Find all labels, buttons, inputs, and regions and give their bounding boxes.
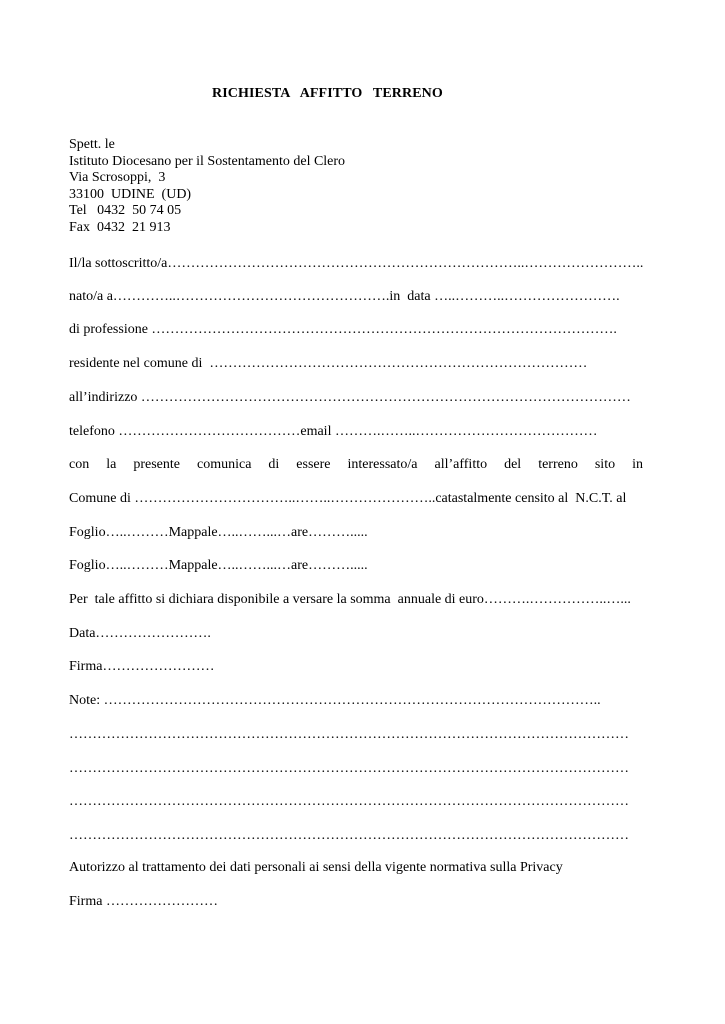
field-firma-2: Firma ……………………	[69, 894, 218, 909]
note-line: …………………………………………………………………………………………………………	[69, 727, 629, 742]
word: sito	[594, 457, 616, 472]
recipient-line: Spett. le	[69, 137, 115, 152]
field-data: Data…………………….	[69, 626, 211, 641]
word: la	[106, 457, 117, 472]
word: comunica	[196, 457, 252, 472]
field-residente: residente nel comune di ………………………………………………………………………	[69, 356, 588, 371]
word: interessato/a	[347, 457, 418, 472]
word: del	[504, 457, 522, 472]
field-note: Note: ……………………………………………………………………………………………..	[69, 693, 601, 708]
recipient-line: Tel 0432 50 74 05	[69, 203, 182, 219]
recipient-line: Via Scrosoppi, 3	[69, 170, 166, 186]
field-somma: Per tale affitto si dichiara disponibile a versare la somma annuale di euro……….……………..…...	[69, 592, 631, 607]
privacy-consent: Autorizzo al trattamento dei dati personali ai sensi della vigente normativa sulla Privacy	[69, 860, 563, 875]
document-title: RICHIESTA AFFITTO TERRENO	[212, 86, 443, 101]
field-sottoscritto: Il/la sottoscritto/a…………………………………………………………………..……………………..	[69, 256, 644, 271]
field-telefono-email: telefono …………………………………email ……….……..…………………………………	[69, 424, 598, 439]
field-foglio-2: Foglio…..………Mappale…..……...…are……….....	[69, 558, 368, 573]
note-line: …………………………………………………………………………………………………………	[69, 761, 629, 776]
recipient-line: Fax 0432 21 913	[69, 219, 171, 235]
word: con	[69, 457, 90, 472]
recipient-line: 33100 UDINE (UD)	[69, 186, 192, 202]
field-comune: Comune di ……………………………..……..…………………..catastalmente censito al N.C.T. al	[69, 491, 627, 506]
field-professione: di professione ……………………………………………………………………………………….	[69, 322, 617, 337]
field-firma-1: Firma……………………	[69, 659, 215, 674]
word: in	[632, 457, 643, 472]
field-indirizzo: all’indirizzo ……………………………………………………………………………………………	[69, 390, 631, 405]
word: all’affitto	[434, 457, 488, 472]
recipient-line: Istituto Diocesano per il Sostentamento del Clero	[69, 153, 346, 169]
field-comunica	[69, 456, 643, 473]
word: terreno	[538, 457, 578, 472]
note-line: …………………………………………………………………………………………………………	[69, 794, 629, 809]
word: di	[268, 457, 280, 472]
note-line: …………………………………………………………………………………………………………	[69, 828, 629, 843]
word: essere	[296, 457, 331, 472]
word: presente	[133, 457, 180, 472]
field-nato: nato/a a…………..……………………………………….in data …..………..…………………….	[69, 289, 620, 304]
recipient-address	[69, 137, 345, 237]
field-foglio-1: Foglio…..………Mappale…..……...…are……….....	[69, 525, 368, 540]
